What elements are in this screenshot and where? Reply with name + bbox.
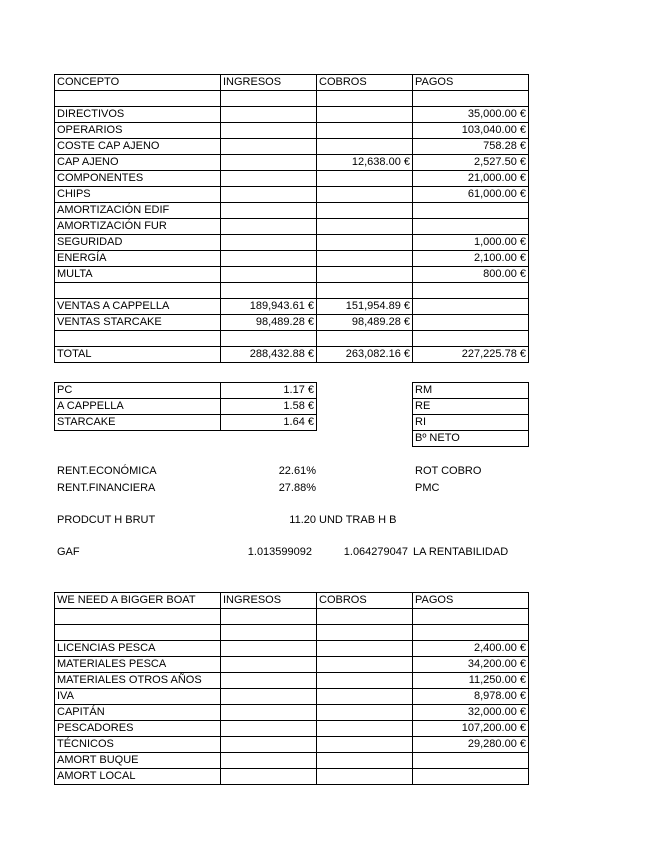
row-value: 8,978.00 €: [413, 689, 529, 705]
row-value: 98,489.28 €: [221, 315, 317, 331]
row-value: 107,200.00 €: [413, 721, 529, 737]
row-value: 758.28 €: [413, 139, 529, 155]
header-cell: INGRESOS: [221, 593, 317, 609]
row-value: 1.17 €: [221, 383, 317, 399]
row-value: 35,000.00 €: [413, 107, 529, 123]
table-row: [55, 689, 529, 705]
rent-economica-value: 22.61%: [278, 465, 316, 477]
row-value: 103,040.00 €: [413, 123, 529, 139]
prodcut-label: PRODCUT H BRUT: [57, 514, 156, 526]
row-value: [413, 625, 529, 641]
row-value: [221, 753, 317, 769]
row-value: [221, 267, 317, 283]
row-value: [221, 673, 317, 689]
pmc-label: PMC: [415, 482, 440, 494]
row-label: ENERGÍA: [55, 251, 221, 267]
row-label: [55, 283, 221, 299]
header-cell: PAGOS: [413, 75, 529, 91]
table-row: [55, 219, 529, 235]
row-label: IVA: [55, 689, 221, 705]
concept-table: [54, 74, 529, 363]
table-header-row: [55, 593, 529, 609]
row-value: [317, 721, 413, 737]
row-value: 1.58 €: [221, 399, 317, 415]
table-row: [55, 641, 529, 657]
row-value: [221, 689, 317, 705]
table-row: [55, 721, 529, 737]
row-label: VENTAS A CAPPELLA: [55, 299, 221, 315]
row-value: [317, 753, 413, 769]
row-value: 800.00 €: [413, 267, 529, 283]
row-label: COMPONENTES: [55, 171, 221, 187]
row-value: [413, 219, 529, 235]
row-value: [221, 609, 317, 625]
table-row: [55, 383, 317, 399]
row-value: [317, 91, 413, 107]
row-value: [317, 737, 413, 753]
row-value: 151,954.89 €: [317, 299, 413, 315]
table-row: [55, 705, 529, 721]
table-row: [55, 187, 529, 203]
row-value: 11,250.00 €: [413, 673, 529, 689]
row-value: [413, 91, 529, 107]
row-label: COSTE CAP AJENO: [55, 139, 221, 155]
table-row: [55, 415, 317, 431]
table-row: [55, 251, 529, 267]
row-label: AMORTIZACIÓN EDIF: [55, 203, 221, 219]
row-value: 2,400.00 €: [413, 641, 529, 657]
row-label: Bº NETO: [413, 431, 529, 447]
row-value: [413, 283, 529, 299]
rent-financiera-value: 27.88%: [278, 482, 316, 494]
row-value: [413, 769, 529, 785]
header-cell: WE NEED A BIGGER BOAT: [55, 593, 221, 609]
row-label: CHIPS: [55, 187, 221, 203]
row-label: [55, 609, 221, 625]
row-value: [221, 657, 317, 673]
table-row: [55, 299, 529, 315]
row-value: [221, 91, 317, 107]
row-value: 263,082.16 €: [317, 347, 413, 363]
row-label: MULTA: [55, 267, 221, 283]
row-value: [317, 235, 413, 251]
row-value: [317, 705, 413, 721]
gaf-label: GAF: [57, 546, 80, 558]
row-value: [317, 673, 413, 689]
row-label: OPERARIOS: [55, 123, 221, 139]
row-label: AMORT BUQUE: [55, 753, 221, 769]
row-value: [317, 609, 413, 625]
row-label: RI: [413, 415, 529, 431]
row-value: [221, 123, 317, 139]
row-value: [221, 641, 317, 657]
row-value: 98,489.28 €: [317, 315, 413, 331]
row-label: RE: [413, 399, 529, 415]
row-label: STARCAKE: [55, 415, 221, 431]
row-value: 12,638.00 €: [317, 155, 413, 171]
header-cell: INGRESOS: [221, 75, 317, 91]
rent-economica-label: RENT.ECONÓMICA: [57, 465, 157, 477]
table-row: [55, 123, 529, 139]
rot-cobro-label: ROT COBRO: [415, 465, 482, 477]
row-label: CAP AJENO: [55, 155, 221, 171]
table-row: [55, 673, 529, 689]
row-value: 2,527.50 €: [413, 155, 529, 171]
row-value: 2,100.00 €: [413, 251, 529, 267]
table-row: [55, 267, 529, 283]
row-value: [221, 625, 317, 641]
row-value: [317, 251, 413, 267]
row-value: [221, 769, 317, 785]
row-value: [221, 139, 317, 155]
row-value: [221, 235, 317, 251]
row-value: 288,432.88 €: [221, 347, 317, 363]
prodcut-unit: UND TRAB H B: [319, 514, 397, 526]
row-label: AMORT LOCAL: [55, 769, 221, 785]
row-value: 21,000.00 €: [413, 171, 529, 187]
row-label: PESCADORES: [55, 721, 221, 737]
table-row: [413, 399, 529, 415]
results-table: [412, 382, 529, 447]
row-value: [221, 107, 317, 123]
table-row: [55, 609, 529, 625]
row-label: PC: [55, 383, 221, 399]
row-label: A CAPPELLA: [55, 399, 221, 415]
row-label: [55, 91, 221, 107]
row-value: [221, 283, 317, 299]
row-value: [317, 219, 413, 235]
row-value: [413, 315, 529, 331]
gaf-note: LA RENTABILIDAD: [413, 546, 509, 558]
row-label: [55, 625, 221, 641]
row-value: [317, 331, 413, 347]
row-value: [221, 705, 317, 721]
row-label: LICENCIAS PESCA: [55, 641, 221, 657]
gaf-value-2: 1.064279047: [343, 546, 408, 558]
rent-financiera-label: RENT.FINANCIERA: [57, 482, 156, 494]
row-value: 61,000.00 €: [413, 187, 529, 203]
row-value: [221, 331, 317, 347]
table-row: [55, 315, 529, 331]
table-row: [55, 155, 529, 171]
row-value: [317, 187, 413, 203]
header-cell: CONCEPTO: [55, 75, 221, 91]
row-label: SEGURIDAD: [55, 235, 221, 251]
row-label: TOTAL: [55, 347, 221, 363]
table-row: [55, 331, 529, 347]
row-value: [221, 737, 317, 753]
table-row: [413, 431, 529, 447]
row-value: 29,280.00 €: [413, 737, 529, 753]
row-value: 189,943.61 €: [221, 299, 317, 315]
table-row: [55, 753, 529, 769]
row-label: RM: [413, 383, 529, 399]
row-value: [413, 609, 529, 625]
row-value: [317, 107, 413, 123]
header-cell: COBROS: [317, 593, 413, 609]
row-value: [221, 203, 317, 219]
row-label: VENTAS STARCAKE: [55, 315, 221, 331]
row-value: [317, 769, 413, 785]
table-row: [55, 171, 529, 187]
table-row: [413, 415, 529, 431]
row-value: [221, 187, 317, 203]
row-value: [221, 155, 317, 171]
table-row: [55, 625, 529, 641]
row-value: [317, 139, 413, 155]
table-row: [55, 91, 529, 107]
gaf-value-1: 1.013599092: [247, 546, 312, 558]
row-value: [413, 753, 529, 769]
unit-price-table: [54, 382, 317, 431]
row-label: TÉCNICOS: [55, 737, 221, 753]
row-label: AMORTIZACIÓN FUR: [55, 219, 221, 235]
row-value: 32,000.00 €: [413, 705, 529, 721]
row-value: [221, 219, 317, 235]
row-label: MATERIALES OTROS AÑOS: [55, 673, 221, 689]
table-row: [413, 383, 529, 399]
row-value: [413, 299, 529, 315]
row-value: 34,200.00 €: [413, 657, 529, 673]
table-row: [55, 235, 529, 251]
row-value: [317, 283, 413, 299]
row-value: 1,000.00 €: [413, 235, 529, 251]
table-row: [55, 107, 529, 123]
table-row: [55, 737, 529, 753]
table-row: [55, 139, 529, 155]
row-value: [317, 203, 413, 219]
row-value: [317, 657, 413, 673]
prodcut-value: 11.20: [289, 514, 316, 526]
table-row: [55, 399, 317, 415]
row-label: CAPITÁN: [55, 705, 221, 721]
row-value: [221, 251, 317, 267]
table-row: [55, 347, 529, 363]
table-row: [55, 657, 529, 673]
row-value: 227,225.78 €: [413, 347, 529, 363]
header-cell: PAGOS: [413, 593, 529, 609]
row-label: MATERIALES PESCA: [55, 657, 221, 673]
header-cell: COBROS: [317, 75, 413, 91]
boat-table: [54, 592, 529, 785]
row-value: [317, 123, 413, 139]
row-value: [221, 171, 317, 187]
table-row: [55, 283, 529, 299]
table-row: [55, 203, 529, 219]
row-label: [55, 331, 221, 347]
row-value: [221, 721, 317, 737]
row-value: [413, 331, 529, 347]
row-value: [317, 689, 413, 705]
table-row: [55, 769, 529, 785]
row-value: [317, 641, 413, 657]
table-header-row: [55, 75, 529, 91]
row-value: [413, 203, 529, 219]
row-label: DIRECTIVOS: [55, 107, 221, 123]
row-value: [317, 267, 413, 283]
row-value: [317, 625, 413, 641]
row-value: 1.64 €: [221, 415, 317, 431]
row-value: [317, 171, 413, 187]
